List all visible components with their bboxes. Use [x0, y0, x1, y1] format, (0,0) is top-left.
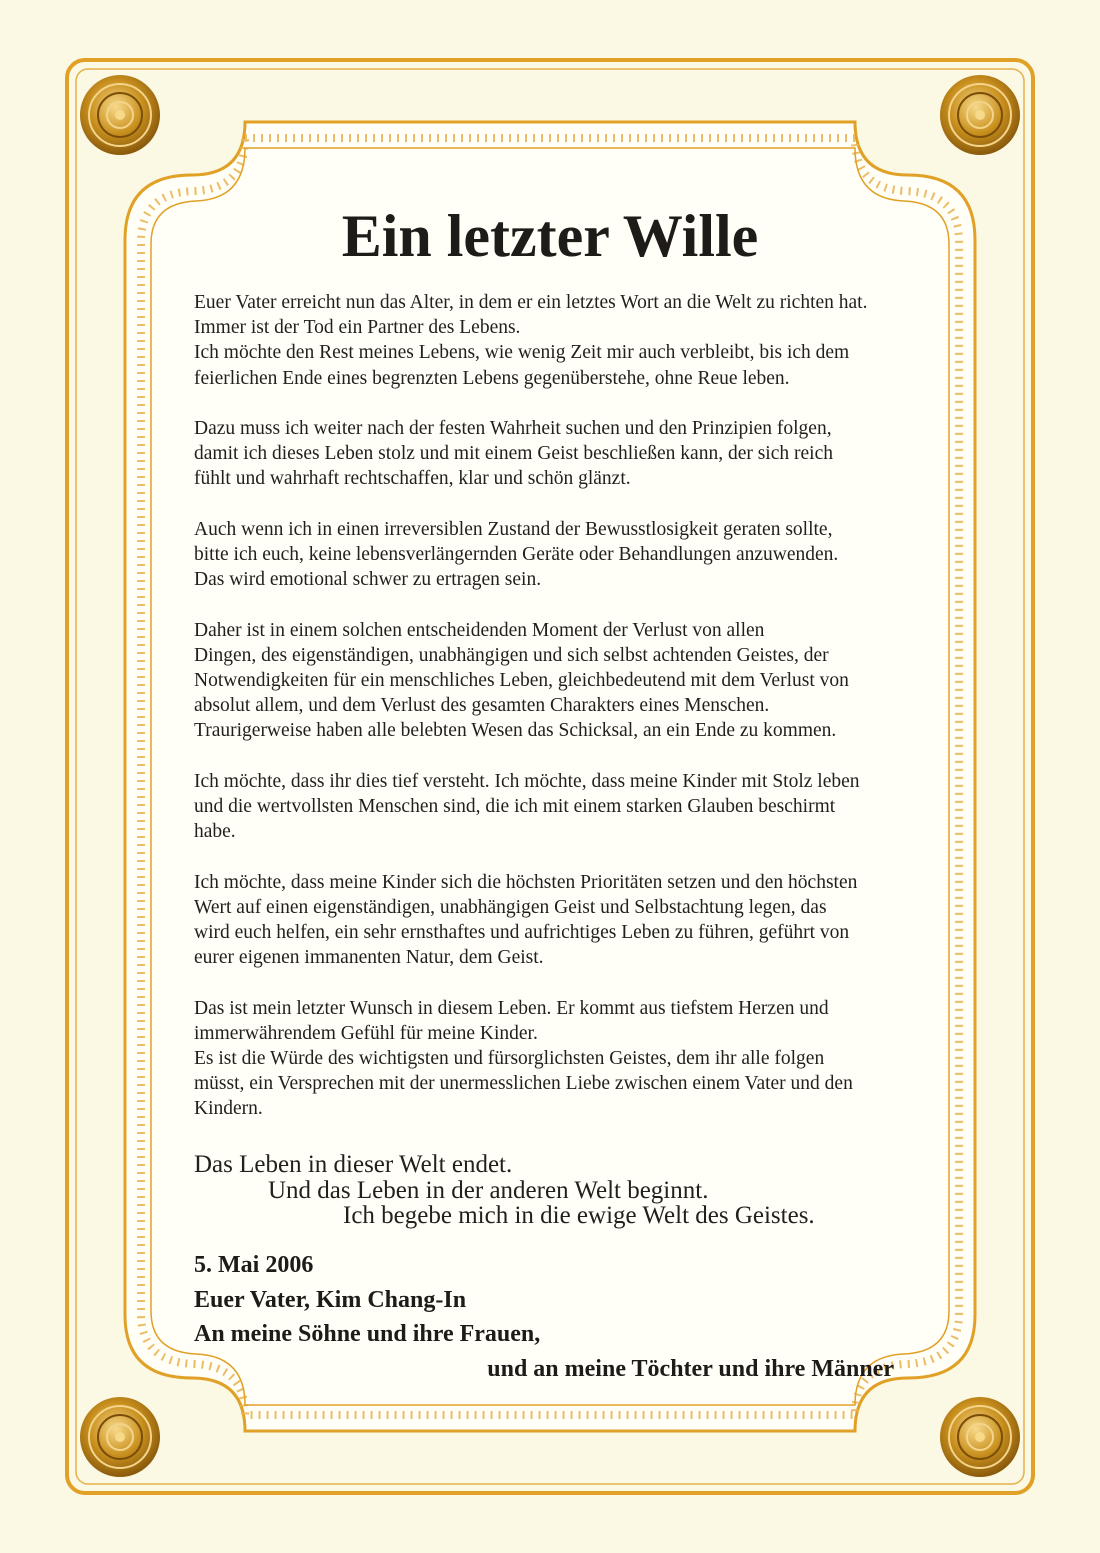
- letter-body: [194, 290, 924, 1147]
- closing-poem: [194, 1152, 914, 1229]
- page-title: Ein letzter Wille: [341, 203, 759, 269]
- poem-line: Und das Leben in der anderen Welt beginnt.: [268, 1176, 709, 1204]
- paragraph: Daher ist in einem solchen entscheidenden Moment der Verlust von allen Dingen, des eigenständigen, unabhängigen und sich selbst achtenden Geistes, der Notwendigkeiten für ein menschliches Leben, gleichbedeutend mit dem Verlust von absolut allem, und dem Verlust des gesamten Charakters eines Menschen. Traurigerweise haben alle belebten Wesen das Schicksal, an ein Ende zu kommen.: [194, 619, 849, 742]
- paragraph: Das ist mein letzter Wunsch in diesem Leben. Er kommt aus tiefstem Herzen und immerwährendem Gefühl für meine Kinder. Es ist die Würde des wichtigsten und fürsorglichsten Geistes, dem ihr alle folgen müsst, ein Versprechen mit der unermesslichen Liebe zwischen einem Vater und den Kindern.: [194, 997, 853, 1120]
- paragraph: Dazu muss ich weiter nach der festen Wahrheit suchen und den Prinzipien folgen, damit ich dieses Leben stolz und mit einem Geist beschließen kann, der sich reich fühlt und wahrhaft rechtschaffen, klar und schön glänzt.: [194, 418, 833, 490]
- gold-rosette-icon: [80, 1397, 160, 1477]
- signature-block: [194, 1248, 894, 1386]
- poem-line: Ich begebe mich in die ewige Welt des Geistes.: [343, 1202, 815, 1229]
- paragraph: Auch wenn ich in einen irreversiblen Zustand der Bewusstlosigkeit geraten sollte, bitte ich euch, keine lebensverlängernden Geräte oder Behandlungen anzuwenden. Das wird emotional schwer zu ertragen sein.: [194, 518, 839, 591]
- addressee-line: An meine Söhne und ihre Frauen,: [194, 1321, 541, 1347]
- paragraph: Ich möchte, dass meine Kinder sich die höchsten Prioritäten setzen und den höchsten Wert auf einen eigenständigen, unabhängigen Geist und Selbstachtung legen, das wird euch helfen, ein sehr ernsthaftes und aufrichtiges Leben zu führen, geführt von eurer eigenen immanenten Natur, dem Geist.: [194, 871, 858, 969]
- paragraph: Euer Vater erreicht nun das Alter, in dem er ein letztes Wort an die Welt zu richten hat. Immer ist der Tod ein Partner des Lebens. Ich möchte den Rest meines Lebens, wie wenig Zeit mir auch verbleibt, bis ich dem feierlichen Ende eines begrenzten Lebens gegenüberstehe, ohne Reue leben.: [194, 292, 868, 389]
- gold-rosette-icon: [80, 75, 160, 155]
- poem-line: Das Leben in dieser Welt endet.: [194, 1151, 513, 1178]
- gold-rosette-icon: [940, 75, 1020, 155]
- signature: Euer Vater, Kim Chang-In: [194, 1286, 467, 1313]
- paragraph: Ich möchte, dass ihr dies tief versteht. Ich möchte, dass meine Kinder mit Stolz leben und die wertvollsten Menschen sind, die ich mit einem starken Glauben beschirmt habe.: [194, 770, 860, 843]
- addressee-line: und an meine Töchter und ihre Männer: [487, 1355, 894, 1382]
- date: 5. Mai 2006: [194, 1252, 314, 1278]
- gold-rosette-icon: [940, 1397, 1020, 1477]
